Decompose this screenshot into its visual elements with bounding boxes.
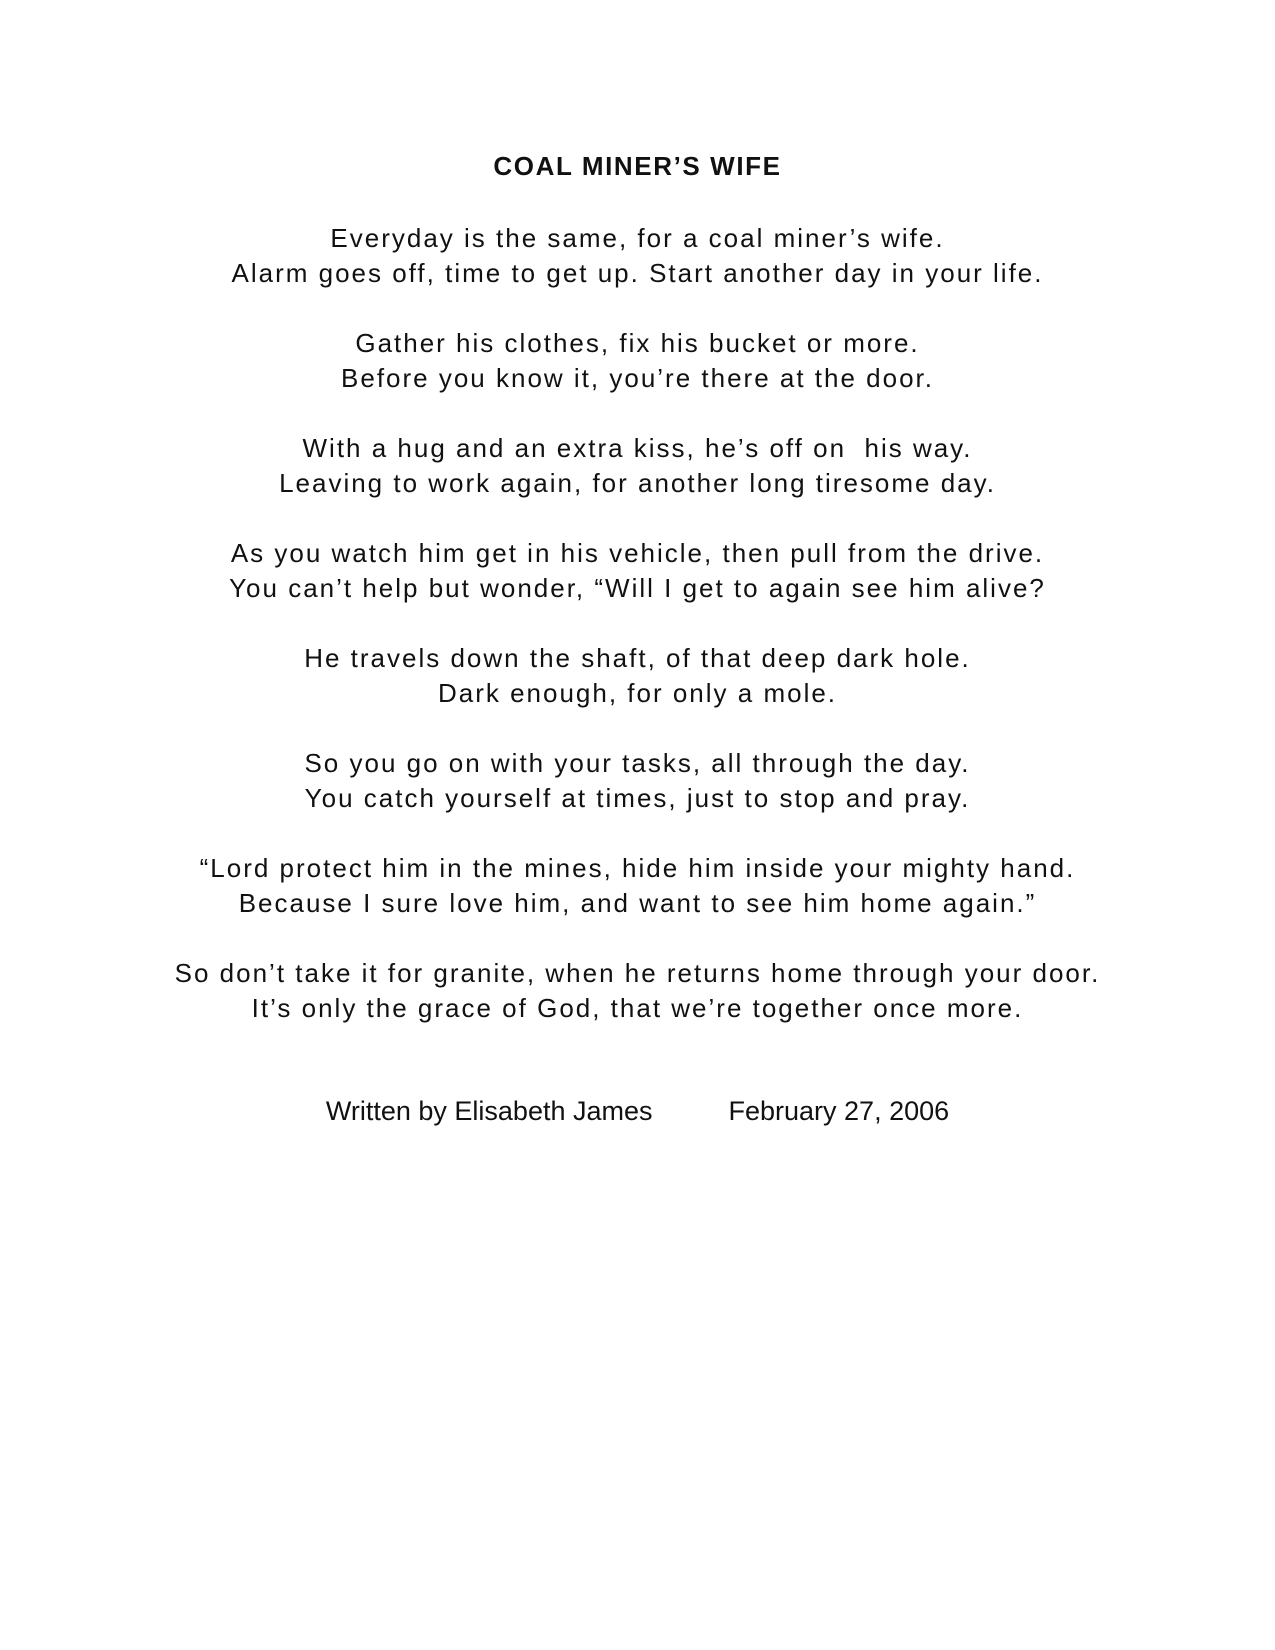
- signature-line: [0, 1094, 1275, 1128]
- poem-line: With a hug and an extra kiss, he’s off on his way.: [302, 433, 973, 463]
- poem-line: You can’t help but wonder, “Will I get to again see him alive?: [229, 573, 1046, 603]
- poem-line: Before you know it, you’re there at the door.: [341, 363, 934, 393]
- stanza: [0, 221, 1275, 291]
- poem-line: “Lord protect him in the mines, hide him inside your mighty hand.: [199, 853, 1076, 883]
- poem-date: February 27, 2006: [728, 1096, 950, 1126]
- poem-line: As you watch him get in his vehicle, then pull from the drive.: [230, 538, 1045, 568]
- stanza: [0, 431, 1275, 501]
- stanza: [0, 851, 1275, 921]
- poem-line: It’s only the grace of God, that we’re together once more.: [251, 993, 1024, 1023]
- poem-body: [0, 221, 1275, 1061]
- poem-line: You catch yourself at times, just to stop and pray.: [304, 783, 971, 813]
- poem-line: Because I sure love him, and want to see him home again.”: [238, 888, 1037, 918]
- poem-line: Everyday is the same, for a coal miner’s wife.: [330, 223, 945, 253]
- stanza: [0, 956, 1275, 1026]
- stanza: [0, 746, 1275, 816]
- poem-line: Alarm goes off, time to get up. Start another day in your life.: [231, 258, 1044, 288]
- poem-line: So don’t take it for granite, when he returns home through your door.: [174, 958, 1101, 988]
- poem-line: Leaving to work again, for another long tiresome day.: [279, 468, 996, 498]
- poem-line: Gather his clothes, fix his bucket or more.: [355, 328, 920, 358]
- poem-line: So you go on with your tasks, all through the day.: [304, 748, 971, 778]
- poem-line: He travels down the shaft, of that deep dark hole.: [304, 643, 971, 673]
- stanza: [0, 326, 1275, 396]
- poem-title: COAL MINER’S WIFE: [493, 151, 782, 181]
- author-credit: Written by Elisabeth James: [325, 1096, 653, 1126]
- stanza: [0, 536, 1275, 606]
- stanza: [0, 641, 1275, 711]
- poem-line: Dark enough, for only a mole.: [437, 678, 838, 708]
